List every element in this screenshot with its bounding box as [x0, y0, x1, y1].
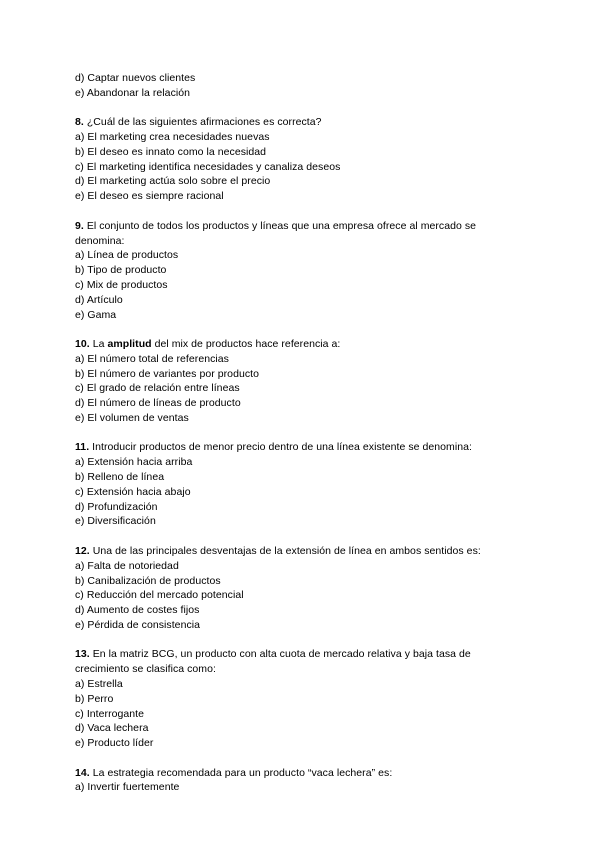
question-text: En la matriz BCG, un producto con alta cuota de mercado relativa y baja tasa de — [92, 648, 471, 661]
option-d: d) Aumento de costes fijos — [75, 604, 200, 617]
option-a: a) Línea de productos — [75, 249, 179, 262]
option-c: c) Mix de productos — [75, 278, 168, 291]
option-a: a) Estrella — [75, 678, 123, 691]
option-c: c) Interrogante — [75, 707, 145, 720]
option-a: a) Invertir fuertemente — [75, 781, 180, 794]
question-number: 10. — [75, 338, 90, 351]
continued-options — [75, 71, 535, 101]
spacer — [75, 751, 535, 766]
question-number: 8. — [75, 116, 84, 129]
question-text: La estrategia recomendada para un producto “vaca lechera” es: — [92, 766, 393, 779]
question-stem — [75, 219, 535, 234]
question-13 — [75, 647, 535, 751]
question-stem — [75, 440, 535, 455]
option-e: e) Producto líder — [75, 737, 154, 750]
option-d: d) Vaca lechera — [75, 722, 149, 735]
option-a: a) El marketing crea necesidades nuevas — [75, 131, 270, 144]
question-text-prefix: La — [92, 338, 105, 351]
question-14 — [75, 766, 535, 796]
question-11 — [75, 440, 535, 529]
question-9 — [75, 219, 535, 323]
option-d: d) Artículo — [75, 293, 123, 306]
option-e: e) Abandonar la relación — [75, 86, 191, 99]
option-b: b) Relleno de línea — [75, 471, 165, 484]
spacer — [75, 204, 535, 219]
option-c: c) Extensión hacia abajo — [75, 485, 191, 498]
option-e: e) Pérdida de consistencia — [75, 618, 201, 631]
option-e: e) El volumen de ventas — [75, 412, 189, 424]
spacer — [75, 101, 535, 116]
question-stem — [75, 337, 535, 352]
question-stem — [75, 766, 535, 781]
option-a: a) Falta de notoriedad — [75, 559, 179, 572]
question-number: 14. — [75, 766, 90, 779]
quiz-content — [75, 71, 535, 795]
question-12 — [75, 544, 535, 633]
option-c: c) Reducción del mercado potencial — [75, 589, 244, 602]
option-b: b) El deseo es innato como la necesidad — [75, 145, 267, 158]
option-b: b) Tipo de producto — [75, 264, 167, 277]
question-text-continued: crecimiento se clasifica como: — [75, 663, 216, 676]
option-a: a) Extensión hacia arriba — [75, 456, 193, 469]
option-e: e) Gama — [75, 308, 117, 321]
question-stem — [75, 544, 535, 559]
question-text-suffix: del mix de productos hace referencia a: — [154, 338, 341, 351]
question-text: Una de las principales desventajas de la extensión de línea en ambos sentidos es: — [92, 544, 481, 557]
spacer — [75, 322, 535, 337]
question-8 — [75, 115, 535, 204]
option-a: a) El número total de referencias — [75, 352, 229, 365]
option-d: d) El número de líneas de producto — [75, 397, 241, 410]
question-number: 11. — [75, 441, 90, 454]
option-b: b) El número de variantes por producto — [75, 367, 259, 380]
question-text-emphasis: amplitud — [107, 338, 152, 351]
question-text: Introducir productos de menor precio dentro de una línea existente se denomina: — [92, 441, 472, 454]
option-b: b) Perro — [75, 692, 114, 705]
spacer — [75, 633, 535, 648]
spacer — [75, 426, 535, 441]
question-10 — [75, 337, 535, 426]
option-d: d) Profundización — [75, 500, 158, 513]
option-e: e) Diversificación — [75, 515, 156, 528]
question-stem — [75, 647, 535, 662]
option-d: d) Captar nuevos clientes — [75, 72, 196, 84]
question-number: 9. — [75, 219, 84, 232]
question-number: 13. — [75, 648, 90, 661]
option-e: e) El deseo es siempre racional — [75, 190, 224, 203]
question-stem — [75, 115, 535, 130]
question-number: 12. — [75, 544, 90, 557]
question-text: El conjunto de todos los productos y líneas que una empresa ofrece al mercado se — [86, 219, 477, 232]
question-text: ¿Cuál de las siguientes afirmaciones es correcta? — [86, 116, 322, 129]
question-text-continued: denomina: — [75, 234, 125, 247]
option-d: d) El marketing actúa solo sobre el precio — [75, 175, 271, 188]
spacer — [75, 529, 535, 544]
option-c: c) El marketing identifica necesidades y canaliza deseos — [75, 160, 341, 173]
option-b: b) Canibalización de productos — [75, 574, 221, 587]
option-c: c) El grado de relación entre líneas — [75, 382, 240, 395]
